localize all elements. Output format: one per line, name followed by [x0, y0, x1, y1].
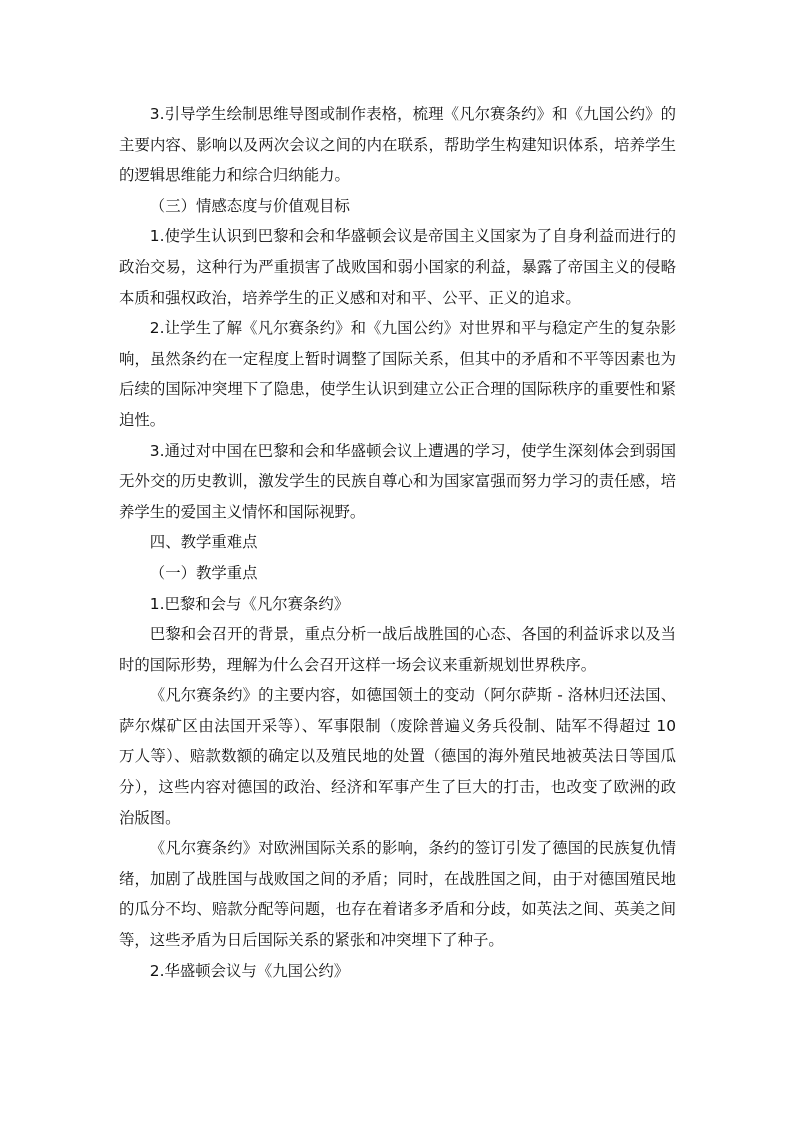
- paragraph-versailles-impact: 《凡尔赛条约》对欧洲国际关系的影响，条约的签订引发了德国的民族复仇情绪，加剧了战胜国与战败国之间的矛盾；同时，在战胜国之间，由于对德国殖民地的瓜分不均、赔款分配等问题，也存在着诸多矛盾和分歧，如英法之间、英美之间等，这些矛盾为日后国际关系的紧张和冲突埋下了种子。: [119, 839, 676, 950]
- paragraph-versailles-content: 《凡尔赛条约》的主要内容，如德国领土的变动（阿尔萨斯 - 洛林归还法国、萨尔煤矿区由法国开采等）、军事限制（废除普遍义务兵役制、陆军不得超过 10 万人等）、赔款数额的确定以及殖民地的处置（德国的海外殖民地被英法日等国瓜分），这些内容对德国的政治、经济和军事产生了巨大的打击，也改变了欧洲的政治版图。: [119, 686, 676, 827]
- subsection-heading-teaching-focus: （一）教学重点: [149, 563, 258, 582]
- item-heading-paris-conference: 1.巴黎和会与《凡尔赛条约》: [149, 594, 350, 613]
- paragraph-objective-3: 3.引导学生绘制思维导图或制作表格，梳理《凡尔赛条约》和《九国公约》的主要内容、影响以及两次会议之间的内在联系，帮助学生构建知识体系，培养学生的逻辑思维能力和综合归纳能力。: [119, 105, 676, 185]
- paragraph-emotion-1: 1.使学生认识到巴黎和会和华盛顿会议是帝国主义国家为了自身利益而进行的政治交易，这种行为严重损害了战败国和弱小国家的利益，暴露了帝国主义的侵略本质和强权政治，培养学生的正义感和对和平、公平、正义的追求。: [119, 227, 676, 307]
- item-heading-washington-conference: 2.华盛顿会议与《九国公约》: [149, 961, 350, 980]
- paragraph-paris-background: 巴黎和会召开的背景，重点分析一战后战胜国的心态、各国的利益诉求以及当时的国际形势，理解为什么会召开这样一场会议来重新规划世界秩序。: [119, 625, 676, 674]
- document-body: [119, 99, 676, 986]
- paragraph-emotion-3: 3.通过对中国在巴黎和会和华盛顿会议上遭遇的学习，使学生深刻体会到弱国无外交的历史教训，激发学生的民族自尊心和为国家富强而努力学习的责任感，培养学生的爱国主义情怀和国际视野。: [119, 441, 676, 521]
- section-heading-key-points: 四、教学重难点: [149, 533, 258, 552]
- paragraph-emotion-2: 2.让学生了解《凡尔赛条约》和《九国公约》对世界和平与稳定产生的复杂影响，虽然条约在一定程度上暂时调整了国际关系，但其中的矛盾和不平等因素也为后续的国际冲突埋下了隐患，使学生认识到建立公正合理的国际秩序的重要性和紧迫性。: [119, 319, 676, 429]
- section-heading-emotion-values: （三）情感态度与价值观目标: [149, 196, 350, 215]
